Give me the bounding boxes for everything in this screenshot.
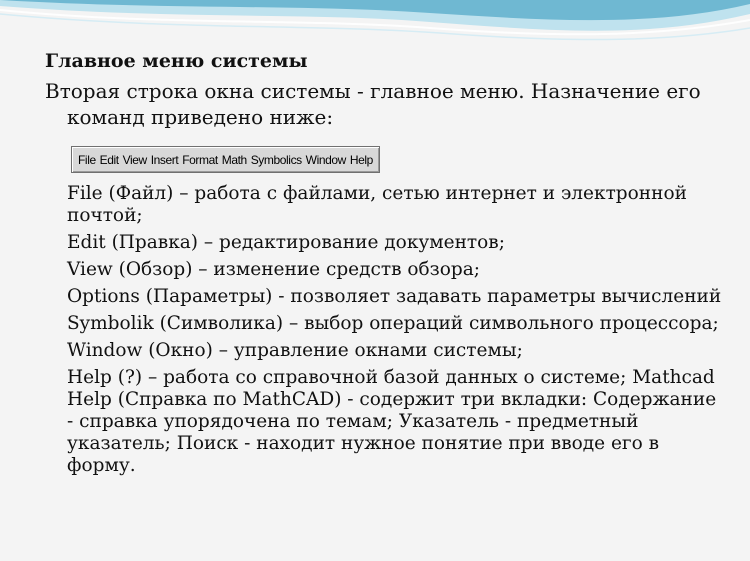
menu-item-window: Window <box>305 152 346 167</box>
description-edit: Edit (Правка) – редактирование документов; <box>67 232 505 253</box>
menu-item-symbolics: Symbolics <box>250 152 302 167</box>
description-help: Help (?) – работа со справочной базой данных о системе; Mathcad Help (Справка по MathCAD) - содержит три вкладки: Содержание - справка упорядочена по темам; Указатель - предметный указатель; Поиск - находит нужное понятие при вводе его в форму. <box>67 367 717 476</box>
menu-item-format: Format <box>182 152 218 167</box>
menu-item-view: View <box>122 152 147 167</box>
description-file: File (Файл) – работа с файлами, сетью интернет и электронной почтой; <box>67 183 687 226</box>
description-options: Options (Параметры) - позволяет задавать параметры вычислений <box>67 286 722 307</box>
description-window: Window (Окно) – управление окнами системы; <box>67 340 523 361</box>
description-view: View (Обзор) – изменение средств обзора; <box>67 259 481 280</box>
intro-text <box>45 78 705 130</box>
description-symbolik: Symbolik (Символика) – выбор операций символьного процессора; <box>67 313 719 334</box>
menu-item-insert: Insert <box>150 152 179 167</box>
menu-item-edit: Edit <box>99 152 119 167</box>
menu-item-help: Help <box>349 152 373 167</box>
slide-title: Главное меню системы <box>45 50 308 72</box>
intro-line-1: Вторая строка окна системы - главное меню. Назначение его <box>45 79 701 103</box>
menubar-screenshot <box>71 146 380 173</box>
menu-item-math: Math <box>221 152 247 167</box>
description-list <box>67 183 727 482</box>
menu-item-file: File <box>78 152 96 167</box>
intro-line-2: команд приведено ниже: <box>67 105 334 129</box>
